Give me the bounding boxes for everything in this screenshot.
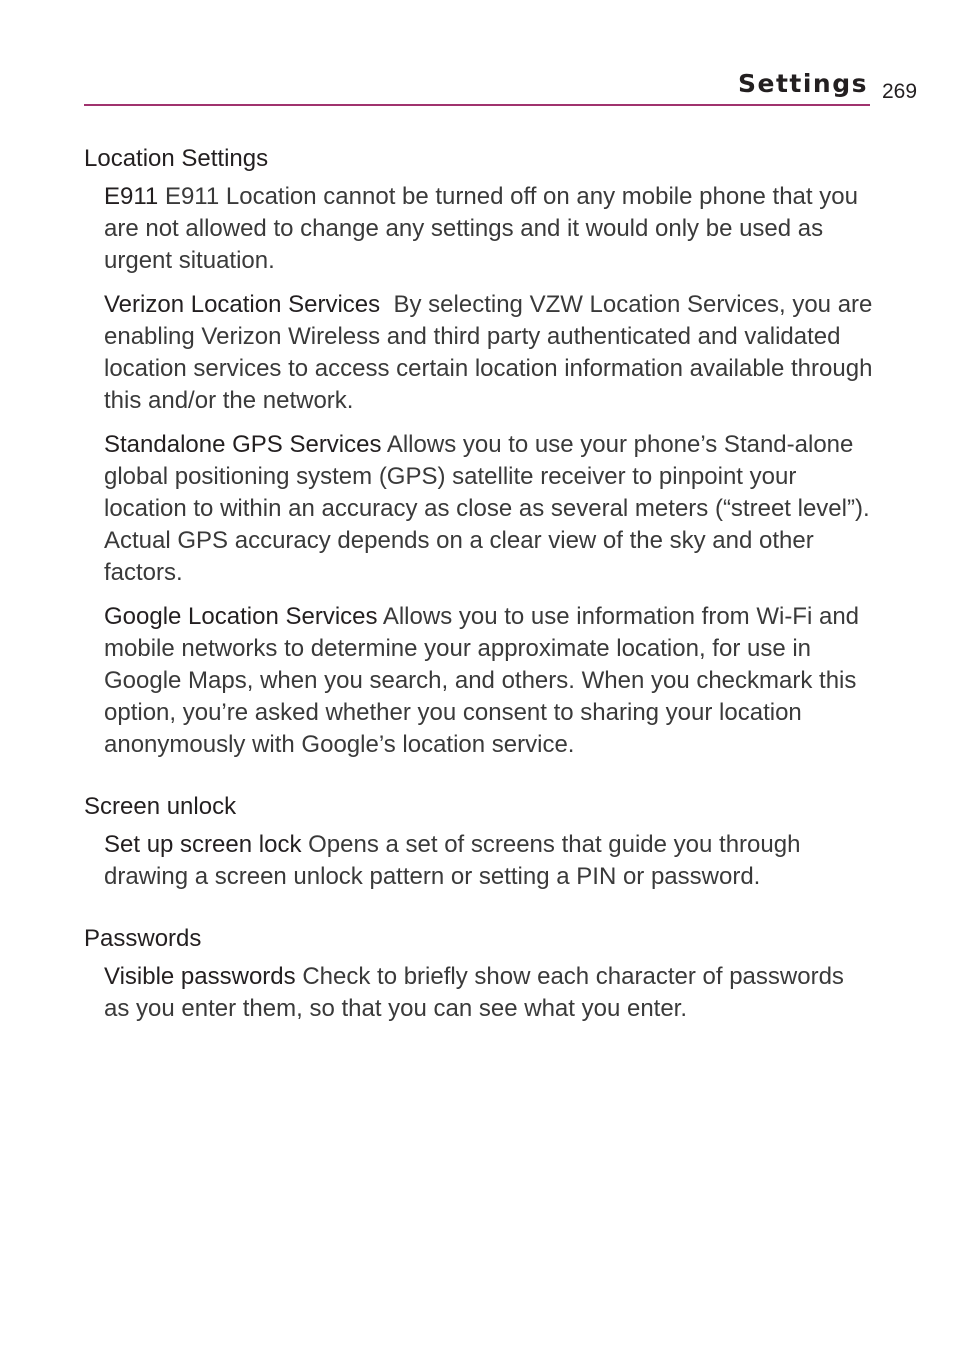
entry-set-up-screen-lock [104,829,874,893]
entry-google-location-services [104,601,874,761]
entry-visible-passwords [104,961,874,1025]
entry-text: Opens a set of screens that guide you through drawing a screen unlock pattern or setting a PIN or password. [104,831,801,890]
entry-text: Check to briefly show each character of passwords as you enter them, so that you can see what you enter. [104,963,844,1022]
page-content [84,143,874,1055]
section-heading: Screen unlock [84,793,237,820]
entry-term: Google Location Services [104,603,378,630]
entry-term: E911 [104,183,159,210]
page-number: 269 [882,80,918,103]
section-location-settings [84,143,874,761]
entry-term: Visible passwords [104,963,296,990]
entry-standalone-gps-services [104,429,874,589]
entry-term: Set up screen lock [104,831,302,858]
entry-verizon-location-services [104,289,874,417]
section-passwords [84,923,874,1025]
entry-text: E911 Location cannot be turned off on any mobile phone that you are not allowed to change any settings and it would only be used as urgent situation. [104,183,858,274]
section-screen-unlock [84,791,874,893]
entry-term: Standalone GPS Services [104,431,382,458]
entry-term: Verizon Location Services [104,291,381,318]
entry-text: Allows you to use information from Wi-Fi and mobile networks to determine your approximate location, for use in Google Maps, when you search, and others. When you checkmark this option, you’re asked whether you consent to sharing your location anonymously with Google’s location service. [104,603,860,758]
entry-e911 [104,181,874,277]
entry-text: By selecting VZW Location Services, you are enabling Verizon Wireless and third party authenticated and validated location services to access certain location information available through this and/or the network. [104,291,873,414]
section-heading: Location Settings [84,145,269,172]
page-header [84,66,870,106]
section-heading: Passwords [84,925,202,952]
entry-text: Allows you to use your phone’s Stand-alone global positioning system (GPS) satellite receiver to pinpoint your location to within an accuracy as close as several meters (“street level”). Actual GPS accuracy depends on a clear view of the sky and other factors. [104,431,870,586]
page-title: Settings [737,69,868,98]
